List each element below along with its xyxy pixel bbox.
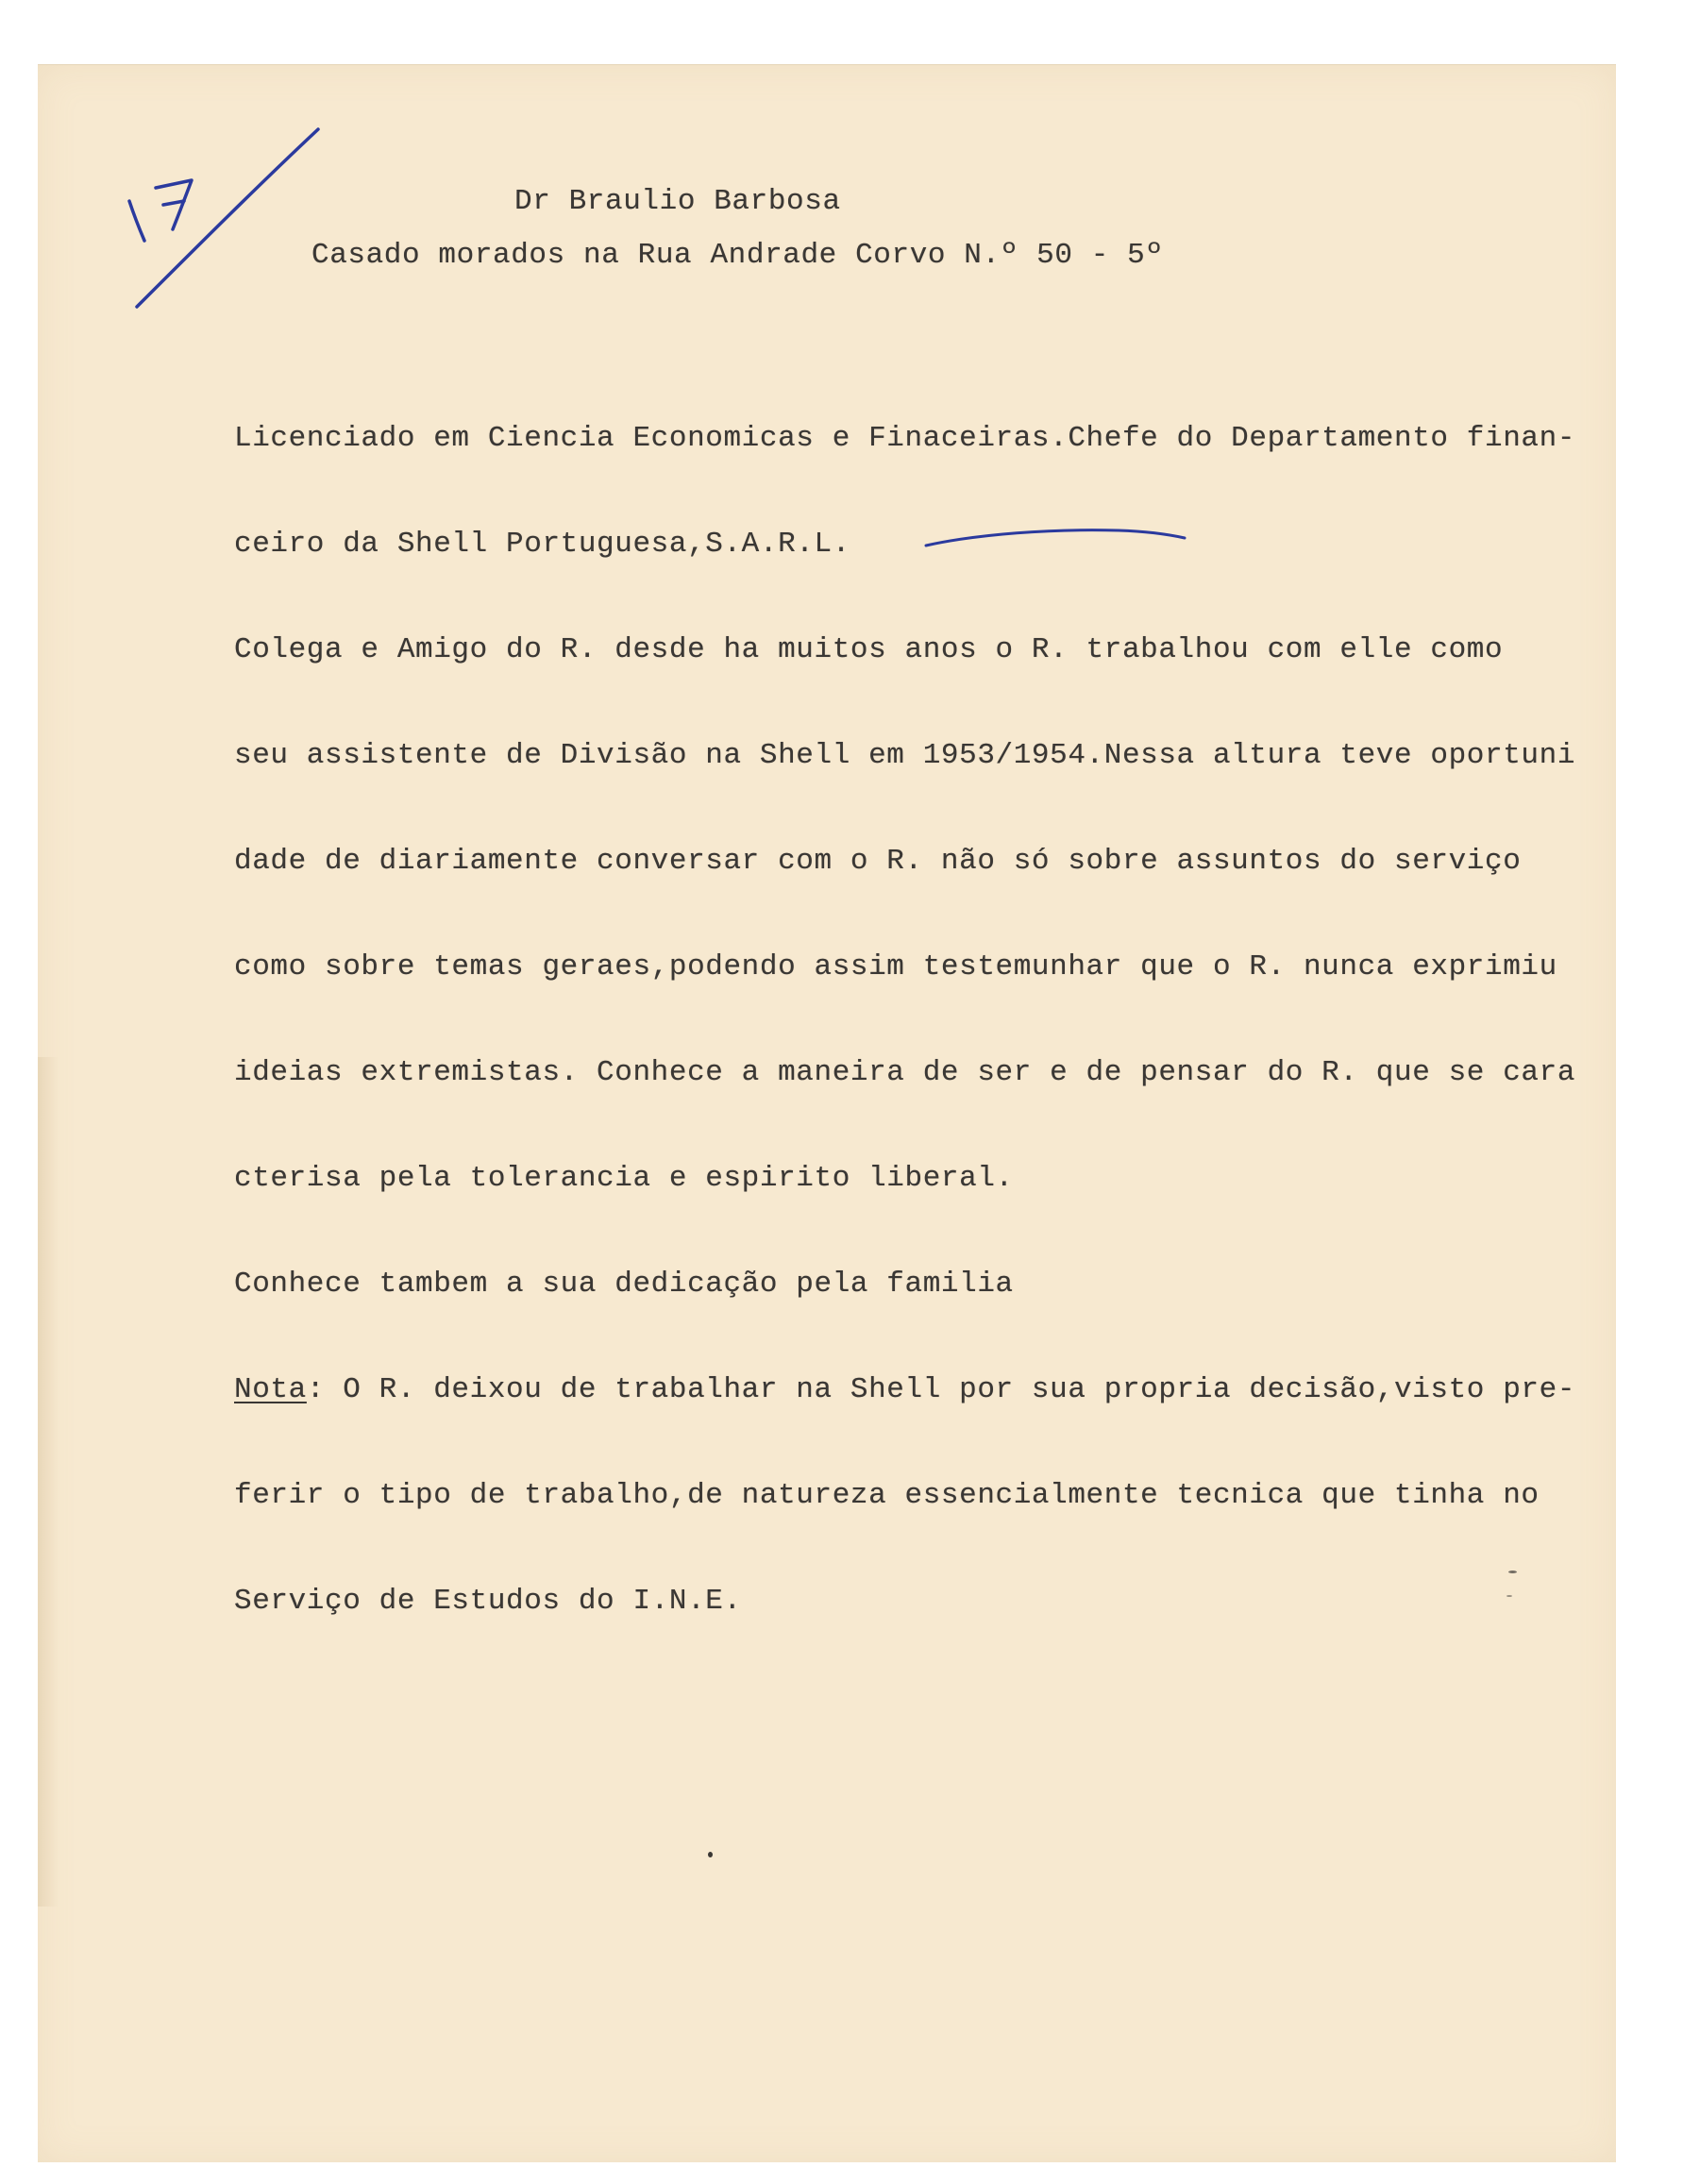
body-line: ceiro da Shell Portuguesa,S.A.R.L. — [234, 528, 850, 561]
person-name: Dr Braulio Barbosa — [514, 185, 841, 218]
body-line: Conhece tambem a sua dedicação pela familia — [234, 1268, 1014, 1301]
body-line: seu assistente de Divisão na Shell em 1953/1954.Nessa altura teve oportuni — [234, 739, 1576, 772]
pen-underline-mark — [920, 517, 1203, 555]
person-address: Casado morados na Rua Andrade Corvo N.º 50 - 5º — [311, 239, 1164, 272]
testimony-body — [234, 357, 1575, 1655]
note-line: Serviço de Estudos do I.N.E. — [234, 1585, 742, 1618]
body-line: ideias extremistas. Conhece a maneira de ser e de pensar do R. que se cara — [234, 1056, 1576, 1089]
body-line: Licenciado em Ciencia Economicas e Finaceiras.Chefe do Departamento finan- — [234, 422, 1576, 455]
note-line — [234, 1367, 1575, 1414]
body-line: Colega e Amigo do R. desde ha muitos anos o R. trabalhou com elle como — [234, 633, 1504, 666]
note-label: Nota — [234, 1373, 307, 1406]
note-text: : O R. deixou de trabalhar na Shell por sua propria decisão,visto pre- — [306, 1373, 1576, 1406]
body-line: dade de diariamente conversar com o R. não só sobre assuntos do serviço — [234, 845, 1522, 878]
note-line: ferir o tipo de trabalho,de natureza essencialmente tecnica que tinha no — [234, 1479, 1540, 1512]
handwritten-page-number — [118, 118, 335, 321]
body-line: como sobre temas geraes,podendo assim testemunhar que o R. nunca exprimiu — [234, 950, 1557, 983]
ink-speck — [708, 1852, 713, 1857]
body-line: cterisa pela tolerancia e espirito liberal. — [234, 1162, 1014, 1195]
ink-speck — [1506, 1595, 1512, 1597]
paper-fold-shadow — [38, 1057, 59, 1907]
ink-speck — [1508, 1571, 1517, 1573]
